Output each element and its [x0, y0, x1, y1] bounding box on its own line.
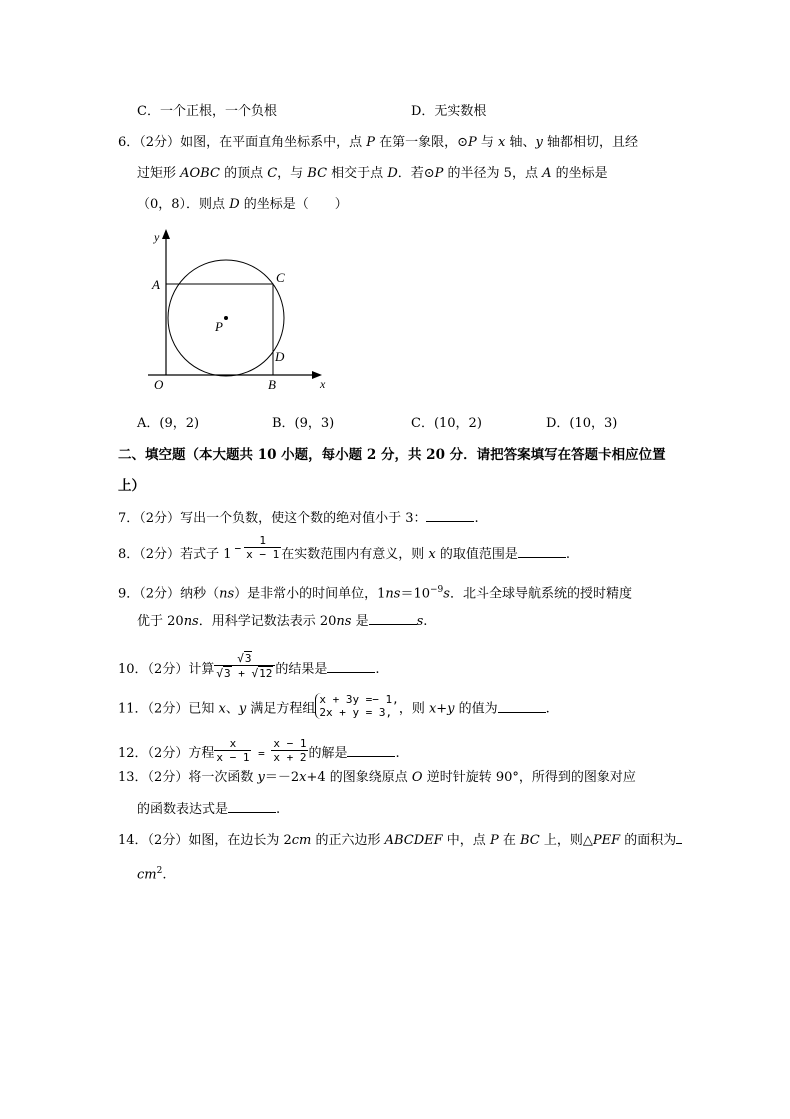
q7-end: . — [474, 511, 479, 526]
q8-var: x — [428, 547, 436, 562]
q6-var: A — [542, 166, 552, 181]
q13-line2 — [137, 800, 280, 819]
q9-line1 — [118, 581, 632, 603]
q14-text: 的面积为 — [620, 833, 677, 848]
q13-var: x — [299, 770, 307, 785]
q6-text: 的坐标是 — [551, 166, 608, 181]
q8-end: . — [565, 547, 570, 562]
center-p-dot — [224, 316, 228, 320]
q7-answer-blank — [426, 509, 474, 522]
q10-radicand: 3 — [244, 652, 252, 665]
label-o: O — [154, 377, 164, 392]
q11-text: 的值为 — [454, 701, 498, 717]
q12-text: 的解是 — [308, 746, 348, 761]
q6-option-a: A．(9，2) — [137, 416, 200, 431]
q10-sqrt: √ — [251, 667, 259, 680]
q12-r-num: x − 1 — [273, 737, 307, 750]
q8-fraction — [244, 534, 281, 561]
label-x: x — [320, 377, 326, 391]
q6-text: （0，8）．则点 — [137, 197, 230, 212]
q13-score: （2分） — [147, 770, 189, 785]
q14-text: 如图，在边长为 2 — [188, 833, 292, 848]
q6-text: 在第一象限，⊙ — [374, 135, 468, 150]
q6-option-b: B．(9，3) — [272, 416, 335, 431]
q9-unit: s — [416, 614, 424, 629]
q8 — [118, 534, 570, 572]
q12-text: 方程 — [188, 746, 215, 761]
label-c: C — [276, 270, 285, 285]
q14-unit: cm — [291, 833, 312, 848]
q12-right-fraction — [271, 737, 308, 764]
q6-var: P — [366, 135, 375, 150]
label-p: P — [215, 319, 223, 334]
q13-text: +4 的图象绕原点 — [306, 770, 412, 785]
q14-var: BC — [519, 833, 540, 848]
q6-var: P — [434, 166, 444, 181]
q14-line2 — [137, 862, 166, 884]
q6-text: 轴、 — [505, 135, 536, 150]
q10-fraction — [214, 651, 275, 680]
q9-unit: ns — [385, 586, 401, 602]
q6-text: 过矩形 — [137, 166, 181, 181]
q8-answer-blank — [518, 545, 566, 558]
q9-text: 优于 20 — [137, 614, 184, 629]
q12-r-den: x + 2 — [273, 751, 307, 764]
q5-option-d: D．无实数根 — [411, 104, 487, 119]
y-axis-arrow — [162, 229, 170, 239]
q6-var: P — [467, 135, 477, 150]
q9-line2 — [137, 612, 427, 631]
q10-sqrt: √ — [216, 667, 223, 680]
q6-line1 — [118, 134, 638, 152]
q6-option-d: D．(10，3) — [546, 416, 618, 431]
label-a: A — [152, 277, 160, 292]
q6-line3 — [137, 196, 348, 214]
q14-end: . — [162, 867, 167, 883]
q9-text: ．北斗全球导航系统的授时精度 — [449, 586, 632, 602]
q6-text: 的坐标是（ ） — [239, 197, 348, 212]
q14-unit: cm — [137, 867, 157, 883]
q6-score: （2分） — [139, 135, 181, 150]
q11-text: ，则 — [398, 701, 429, 717]
q6-text: 相交于点 — [327, 166, 388, 181]
q14-text: 上，则△ — [539, 833, 593, 848]
q11-var: y — [238, 701, 247, 717]
q6-text: 轴都相切，且经 — [542, 135, 638, 150]
q11-var: x+y — [428, 701, 455, 717]
q11-text: 已知 — [188, 701, 219, 717]
q10-text: 计算 — [188, 662, 215, 677]
q10 — [118, 652, 380, 680]
q11-var: x — [218, 701, 226, 717]
q9-unit: s — [443, 586, 450, 602]
q5-option-c: C．一个正根，一个负根 — [137, 104, 277, 119]
q7-text: 写出一个负数，使这个数的绝对值小于 3： — [180, 511, 427, 526]
q10-end: . — [375, 662, 380, 677]
q9-score: （2分） — [139, 586, 181, 602]
q13-text: 的函数表达式是 — [137, 802, 229, 817]
q10-text: 的结果是 — [275, 662, 328, 677]
q10-frac-den — [214, 666, 275, 680]
q9-text: 纳秒（ — [180, 586, 220, 602]
q13-var: O — [411, 770, 423, 785]
q12-answer-blank — [347, 744, 395, 757]
q6-text: ，与 — [277, 166, 308, 181]
q6-text: 的顶点 — [219, 166, 268, 181]
q10-number: 10． — [118, 662, 148, 677]
q8-text: 在实数范围内有意义，则 — [281, 547, 429, 562]
q8-frac-num: 1 — [244, 534, 281, 548]
q6-text: 如图，在平面直角坐标系中，点 — [180, 135, 367, 150]
q9-text: ．用科学记数法表示 20 — [198, 614, 337, 629]
q12 — [118, 737, 400, 764]
q6-option-c: C．(10，2) — [411, 416, 482, 431]
q10-radicand: 12 — [259, 667, 273, 680]
q11-end: . — [545, 701, 550, 717]
q6-text: 的半径为 5，点 — [443, 166, 543, 181]
q11-text: 、 — [225, 701, 239, 717]
q13-var: y — [257, 770, 265, 785]
q10-answer-blank — [327, 660, 375, 673]
q6-var: x — [498, 135, 506, 150]
q11-score: （2分） — [147, 701, 189, 717]
q14-answer-blank — [676, 831, 682, 844]
q11 — [118, 693, 550, 719]
q11-number: 11． — [118, 701, 148, 717]
q6-figure — [140, 225, 340, 395]
q12-number: 12． — [118, 746, 148, 761]
q6-var: D — [387, 166, 398, 181]
q6-var: C — [267, 166, 278, 181]
q10-plus: + — [231, 667, 252, 680]
q8-number: 8． — [118, 547, 140, 562]
q8-score: （2分） — [139, 547, 181, 562]
q9-unit: ns — [336, 614, 352, 629]
q6-var: AOBC — [180, 166, 220, 181]
q11-eq2: 2x + y = 3, — [319, 706, 393, 719]
q11-system — [315, 693, 398, 719]
q9-end: . — [423, 614, 428, 629]
q6-var: BC — [307, 166, 328, 181]
section-2-title-cont: 上） — [118, 478, 145, 494]
section-2-title: 二、填空题（本大题共 10 小题，每小题 2 分，共 20 分．请把答案填写在答题卡相应位置 — [118, 447, 666, 463]
q12-equals: = — [251, 747, 272, 760]
q13-line1 — [118, 769, 636, 787]
q12-l-num: x — [214, 737, 251, 751]
q7-score: （2分） — [139, 511, 181, 526]
q10-radicand: 3 — [223, 667, 231, 680]
q13-answer-blank — [228, 800, 276, 813]
q14-score: （2分） — [147, 833, 189, 848]
q13-end: . — [276, 802, 281, 817]
q14-line1 — [118, 831, 682, 850]
q9-text: 是 — [351, 614, 369, 629]
q14-text: 中，点 — [442, 833, 490, 848]
label-b: B — [268, 377, 276, 392]
q14-var: P — [489, 833, 499, 848]
q12-score: （2分） — [147, 746, 189, 761]
q11-eq1: x + 3y =− 1, — [319, 693, 399, 706]
q6-line2 — [137, 165, 608, 183]
q9-text: ）是非常小的时间单位，1 — [234, 586, 386, 602]
q8-text: 的取值范围是 — [435, 547, 518, 562]
q9-unit: ns — [183, 614, 199, 629]
q14-var: PEF — [592, 833, 621, 848]
label-d: D — [275, 349, 285, 364]
q6-text: 与 — [476, 135, 498, 150]
q9-text: ＝10 — [400, 586, 430, 602]
q9-exponent: −9 — [430, 585, 444, 595]
q10-score: （2分） — [147, 662, 189, 677]
q6-text: ．若⊙ — [397, 166, 435, 181]
q6-var: y — [535, 135, 543, 150]
q6-var: D — [229, 197, 240, 212]
q13-text: 逆时针旋转 90°，所得到的图象对应 — [422, 770, 636, 785]
q9-answer-blank — [369, 612, 417, 625]
q12-l-den: x − 1 — [216, 751, 250, 764]
q13-number: 13． — [118, 770, 148, 785]
q9-unit: ns — [219, 586, 235, 602]
q13-text: 将一次函数 — [188, 770, 258, 785]
q10-frac-num: √3 — [214, 651, 275, 666]
q14-text: 的正六边形 — [311, 833, 385, 848]
q14-text: 在 — [498, 833, 520, 848]
q9-number: 9． — [118, 586, 140, 602]
q14-number: 14． — [118, 833, 148, 848]
q8-frac-den: x − 1 — [246, 548, 280, 561]
q7-number: 7． — [118, 511, 140, 526]
q6-number: 6． — [118, 135, 140, 150]
q14-var: ABCDEF — [384, 833, 443, 848]
q11-text: 满足方程组 — [246, 701, 316, 717]
q13-text: ＝－2 — [264, 770, 300, 785]
q8-text: 若式子 1 — [180, 547, 232, 562]
q11-answer-blank — [498, 700, 546, 713]
q14-superscript: 2 — [156, 866, 163, 876]
label-y: y — [154, 230, 160, 244]
q12-left-fraction — [214, 737, 251, 764]
q12-end: . — [395, 746, 400, 761]
q7 — [118, 509, 479, 528]
q8-minus: − — [234, 542, 242, 555]
